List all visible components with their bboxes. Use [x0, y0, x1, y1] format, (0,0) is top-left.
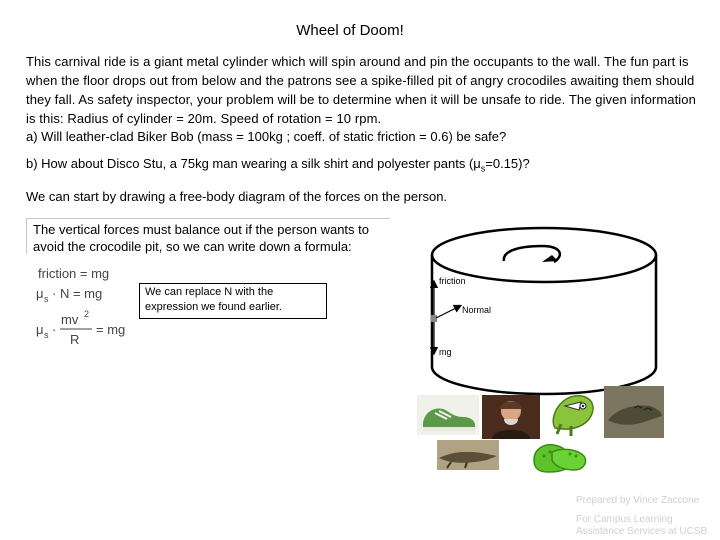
formula-line1: friction = mg	[38, 266, 110, 281]
clogs-icon	[530, 430, 590, 478]
cylinder-diagram	[404, 218, 704, 398]
formula-line3-dot: ·	[52, 322, 57, 337]
replace-n-note: We can replace N with the expression we found earlier.	[139, 283, 327, 319]
person-block	[431, 315, 437, 322]
question-b-post: =0.15)?	[485, 156, 530, 171]
cylinder-top	[432, 228, 656, 282]
intro-paragraph: This carnival ride is a giant metal cylinder which will spin around and pin the occupants to the wall. The fun part is when the floor drops out from below and the patrons see a spike-filled pit of angry crocodiles awaiting them should they fall. As safety inspector, your problem will be to determine when it will be unsafe to ride. The given information is this: Radius of cylinder = 20m. Speed of rotation = 10 rpm.	[26, 54, 696, 126]
rotation-arrowhead	[542, 255, 558, 262]
question-b-pre: b) How about Disco Stu, a 75kg man wearing a silk shirt and polyester pants (μ	[26, 156, 481, 171]
formula-sup: 2	[84, 309, 90, 319]
vertical-forces-text: The vertical forces must balance out if the person wants to avoid the crocodile pit, so we can write down a formula:	[26, 218, 390, 254]
question-b-sub: s	[480, 163, 486, 174]
formula-block	[34, 262, 144, 352]
normal-arrow	[436, 306, 460, 318]
cylinder-svg	[404, 218, 704, 398]
question-a: a) Will leather-clad Biker Bob (mass = 100kg ; coeff. of static friction = 0.6) be safe?	[26, 129, 507, 144]
fbd-intro: We can start by drawing a free-body diagram of the forces on the person.	[26, 189, 448, 204]
normal-label: Normal	[462, 305, 492, 315]
formula-line2-sub: s	[44, 294, 49, 304]
question-b	[26, 156, 530, 177]
page-title: Wheel of Doom!	[296, 22, 404, 39]
formula-numerator: mv	[61, 312, 79, 327]
formula-line2-mu: μ	[36, 286, 44, 301]
formula-denominator: R	[70, 332, 80, 347]
sneaker-icon	[417, 395, 479, 435]
friction-label: friction	[439, 276, 466, 286]
credit-institution: For Campus Learning Assistance Services at UCSB	[576, 514, 708, 537]
formula-line3-sub: s	[44, 330, 49, 340]
crocodile-icon	[437, 440, 499, 470]
mg-label: mg	[439, 347, 452, 357]
formula-line2-rest: · N = mg	[52, 286, 103, 301]
crocodile-photo-icon	[604, 386, 664, 438]
credit-author: Prepared by Vince Zaccone	[576, 495, 700, 506]
formula-svg	[34, 262, 144, 352]
formula-line3-mu: μ	[36, 322, 44, 337]
formula-line3-rest: = mg	[96, 322, 126, 337]
